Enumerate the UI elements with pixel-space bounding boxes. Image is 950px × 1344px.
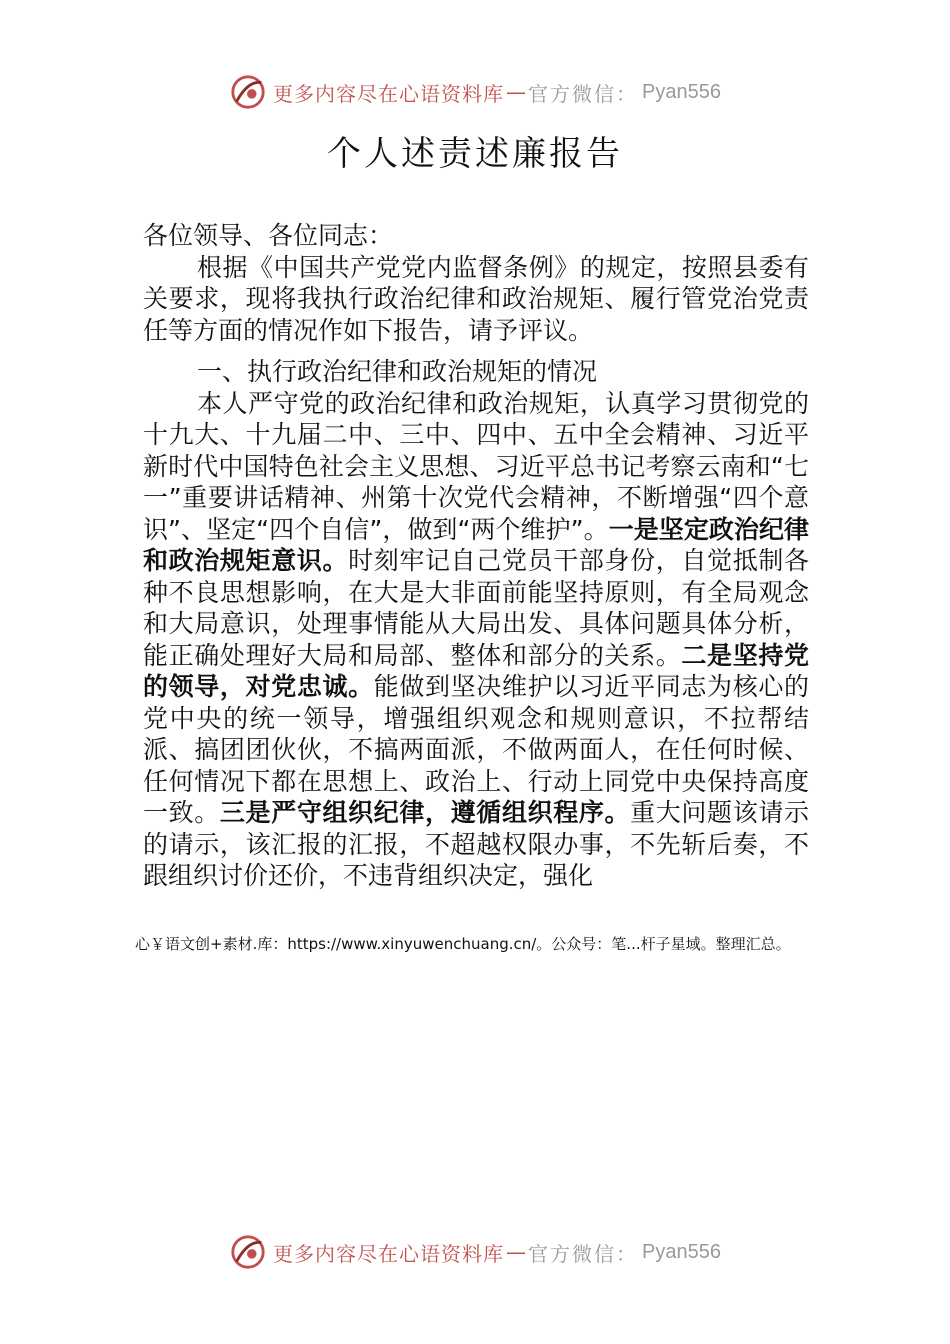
body-text: 本人严守党的政治纪律和政治规矩，认真学习贯彻党的十九大、十九届二中、三中、四中、五中全会精神、习近平新时代中国特色社会主义思想、习近平总书记考察云南和“七一”重要讲话精神、州第十次党代会精神，不断增强“四个意识”、坚定“四个自信”，做到“两个维护”。 (143, 388, 809, 544)
header-banner (0, 72, 950, 112)
footnote: 心￥语文创+素材.库：https://www.xinyuwenchuang.cn/。公众号：笔...杆子星域。整理汇总。 (135, 935, 791, 953)
body-text: 重大问题该请示的请示，该汇报的汇报，不超越权限办事，不先斩后奏，不跟组织讨价还价，不违背组织决定，强化 (143, 798, 809, 890)
logo-icon (229, 73, 267, 111)
section-paragraph (143, 388, 809, 892)
banner-wechat-id: Pyan556 (642, 1240, 721, 1263)
banner-wechat-id: Pyan556 (642, 80, 721, 103)
document-title: 个人述责述廉报告 (327, 134, 623, 174)
bold-point-2: 二是坚持党的领导，对党忠诚。 (143, 640, 809, 701)
body-text: 时刻牢记自己党员干部身份，自觉抵制各种不良思想影响，在大是大非面前能坚持原则，有全局观念和大局意识，处理事情能从大局出发、具体问题具体分析，能正确处理好大局和局部、整体和部分的关系。 (143, 546, 809, 670)
section-body-clip (143, 388, 809, 1106)
banner-wechat-label: 官方微信： (528, 81, 639, 106)
banner-separator: — (506, 1240, 527, 1264)
banner-text: 更多内容尽在心语资料库 (273, 81, 505, 106)
body-text: 能做到坚决维护以习近平同志为核心的党中央的统一领导，增强组织观念和规则意识，不拉帮结派、搞团团伙伙，不搞两面派，不做两面人，在任何时候、任何情况下都在思想上、政治上、行动上同党中央保持高度一致。 (143, 672, 809, 827)
banner-wechat-label: 官方微信： (528, 1241, 639, 1266)
banner-text: 更多内容尽在心语资料库 (273, 1241, 505, 1266)
salutation: 各位领导、各位同志： (143, 221, 394, 250)
bold-point-1: 一是坚定政治纪律和政治规矩意识。 (143, 514, 809, 575)
intro-paragraph: 根据《中国共产党党内监督条例》的规定，按照县委有关要求，现将我执行政治纪律和政治规矩、履行管党治党责任等方面的情况作如下报告，请予评议。 (143, 252, 809, 345)
bold-point-3: 三是严守组织纪律，遵循组织程序。 (219, 798, 631, 827)
section-heading: 一、执行政治纪律和政治规矩的情况 (197, 357, 598, 386)
footer-banner (0, 1232, 950, 1272)
banner-separator: — (506, 80, 527, 104)
logo-icon (229, 1233, 267, 1271)
document-body (143, 220, 809, 1106)
